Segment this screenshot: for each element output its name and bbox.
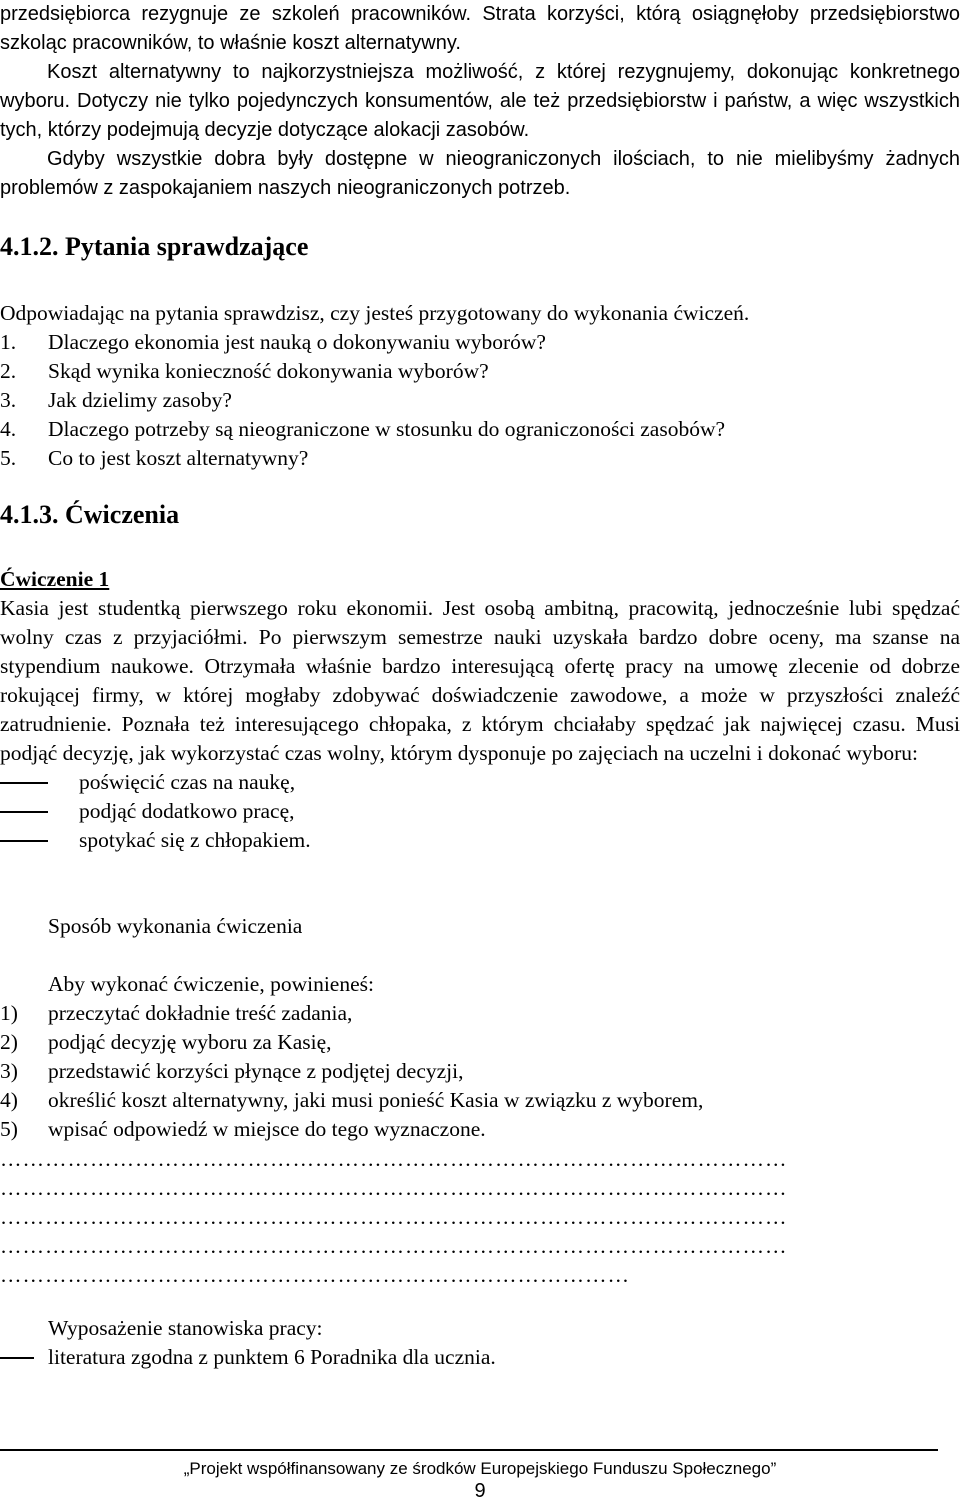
- question-text: Co to jest koszt alternatywny?: [48, 446, 309, 470]
- question-item: [0, 328, 960, 357]
- step-text: przeczytać dokładnie treść zadania,: [48, 1001, 353, 1025]
- option-text: podjąć dodatkowo pracę,: [79, 799, 295, 823]
- intro-text: [0, 0, 960, 203]
- question-number: 1.: [0, 330, 17, 354]
- option-item: [0, 797, 960, 826]
- step-text: wpisać odpowiedź w miejsce do tego wyznaczone.: [48, 1117, 486, 1141]
- option-text: spotykać się z chłopakiem.: [79, 828, 311, 852]
- step-item: [0, 999, 960, 1028]
- option-text: poświęcić czas na naukę,: [79, 770, 296, 794]
- dash-bullet: [0, 782, 48, 784]
- section-heading-exercises: 4.1.3. Ćwiczenia: [0, 500, 180, 529]
- steps-lead: Aby wykonać ćwiczenie, powinieneś:: [48, 972, 374, 996]
- question-item: [0, 415, 960, 444]
- option-item: [0, 768, 960, 797]
- equipment-list: [0, 1343, 960, 1372]
- question-item: [0, 444, 960, 473]
- answer-line[interactable]: ……………………………………………………………………………………………: [0, 1205, 788, 1229]
- answer-line[interactable]: …………………………………………………………………………: [0, 1263, 630, 1287]
- answer-area[interactable]: [0, 1145, 960, 1290]
- step-text: przedstawić korzyści płynące z podjętej decyzji,: [48, 1059, 464, 1083]
- option-item: [0, 826, 960, 855]
- intro-paragraph-1: przedsiębiorca rezygnuje ze szkoleń pracowników. Strata korzyści, którą osiągnęłoby przedsiębiorstwo szkoląc pracowników, to właśnie koszt alternatywny.: [0, 3, 960, 54]
- exercise-block: [0, 565, 960, 855]
- questions-lead: Odpowiadając na pytania sprawdzisz, czy jesteś przygotowany do wykonania ćwiczeń.: [0, 301, 750, 325]
- intro-paragraph-3: Gdyby wszystkie dobra były dostępne w nieograniczonych ilościach, to nie mielibyśmy żadnych problemów z zaspokajaniem naszych nieograniczonych potrzeb.: [0, 148, 960, 199]
- step-number: 2): [0, 1030, 18, 1054]
- question-item: [0, 386, 960, 415]
- step-text: podjąć decyzję wyboru za Kasię,: [48, 1030, 332, 1054]
- equipment-block: [0, 1314, 960, 1372]
- step-item: [0, 1115, 960, 1144]
- question-number: 2.: [0, 359, 17, 383]
- question-number: 5.: [0, 446, 17, 470]
- question-number: 4.: [0, 417, 17, 441]
- method-title: Sposób wykonania ćwiczenia: [48, 914, 303, 938]
- step-number: 4): [0, 1088, 18, 1112]
- exercise-body: Kasia jest studentką pierwszego roku ekonomii. Jest osobą ambitną, pracowitą, jednocześnie lubi spędzać wolny czas z przyjaciółmi. Po pierwszym semestrze nauki uzyskała bardzo dobre oceny, ma szanse na stypendium naukowe. Otrzymała właśnie bardzo interesującą ofertę pracy na umowę zlecenie od dobrze rokującej firmy, w której mogłaby zdobywać doświadczenie zawodowe, a może w przyszłości znaleźć zatrudnienie. Poznała też interesującego chłopaka, z którym chciałaby spędzać jak najwięcej czasu. Musi podjąć decyzję, jak wykorzystać czas wolny, którym dysponuje po zajęciach na uczelni i dokonać wyboru:: [0, 596, 960, 765]
- step-number: 3): [0, 1059, 18, 1083]
- steps-block: [0, 941, 960, 1144]
- dash-bullet: [0, 811, 48, 813]
- question-text: Skąd wynika konieczność dokonywania wyborów?: [48, 359, 489, 383]
- intro-paragraph-2: Koszt alternatywny to najkorzystniejsza możliwość, z której rezygnujemy, dokonując konkretnego wyboru. Dotyczy nie tylko pojedynczych konsumentów, ale też przedsiębiorstw i państw, a więc wszystkich tych, którzy podejmują decyzje dotyczące alokacji zasobów.: [0, 61, 960, 141]
- question-text: Jak dzielimy zasoby?: [48, 388, 232, 412]
- questions-block: [0, 299, 960, 473]
- exercise-title: Ćwiczenie 1: [0, 567, 110, 591]
- page-number: 9: [474, 1480, 486, 1502]
- question-item: [0, 357, 960, 386]
- footer-text: „Projekt współfinansowany ze środków Europejskiego Funduszu Społecznego”: [183, 1459, 777, 1478]
- steps-list: [0, 999, 960, 1144]
- step-number: 1): [0, 1001, 18, 1025]
- equipment-text: literatura zgodna z punktem 6 Poradnika dla ucznia.: [48, 1345, 496, 1369]
- question-text: Dlaczego ekonomia jest nauką o dokonywaniu wyborów?: [48, 330, 546, 354]
- step-item: [0, 1028, 960, 1057]
- equipment-title: Wyposażenie stanowiska pracy:: [48, 1316, 323, 1340]
- step-number: 5): [0, 1117, 18, 1141]
- question-number: 3.: [0, 388, 17, 412]
- step-text: określić koszt alternatywny, jaki musi ponieść Kasia w związku z wyborem,: [48, 1088, 704, 1112]
- step-item: [0, 1057, 960, 1086]
- answer-line[interactable]: ……………………………………………………………………………………………: [0, 1234, 788, 1258]
- section-heading-questions: 4.1.2. Pytania sprawdzające: [0, 232, 309, 261]
- questions-list: [0, 328, 960, 473]
- answer-line[interactable]: ……………………………………………………………………………………………: [0, 1176, 788, 1200]
- equipment-item: [0, 1343, 960, 1372]
- question-text: Dlaczego potrzeby są nieograniczone w stosunku do ograniczoności zasobów?: [48, 417, 726, 441]
- answer-line[interactable]: ……………………………………………………………………………………………: [0, 1147, 788, 1171]
- dash-bullet: [0, 1357, 34, 1359]
- dash-bullet: [0, 840, 48, 842]
- footer-divider: [0, 1449, 938, 1451]
- exercise-options: [0, 768, 960, 855]
- step-item: [0, 1086, 960, 1115]
